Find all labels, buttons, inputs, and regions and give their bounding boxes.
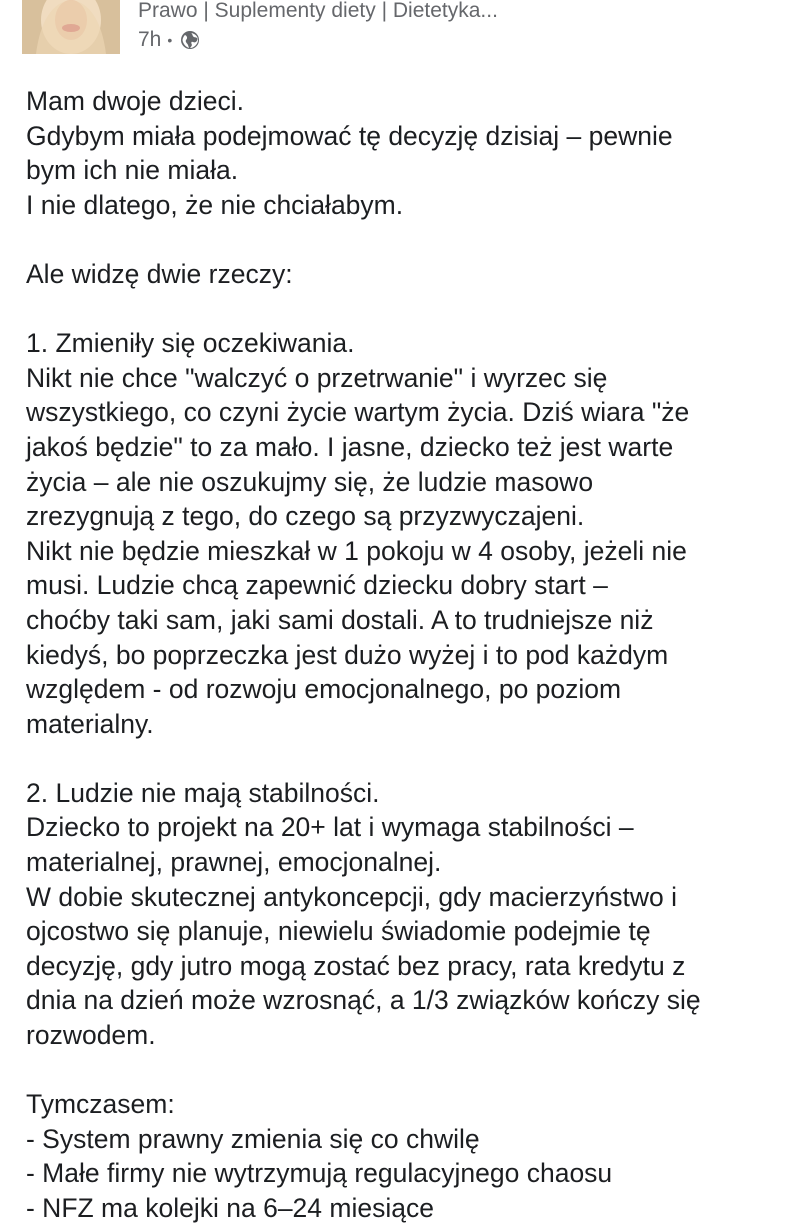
post-text xyxy=(26,84,786,1226)
paragraph-blank xyxy=(26,1053,786,1088)
paragraph-blank xyxy=(26,222,786,257)
paragraph-meanwhile: Tymczasem: - System prawny zmienia się co chwilę - Małe firmy nie wytrzymują regulacyjnego chaosu - NFZ ma kolejki na 6–24 miesiące xyxy=(26,1089,613,1223)
post-timestamp[interactable]: 7h xyxy=(138,28,162,51)
meta-separator: • xyxy=(167,32,173,48)
post-meta xyxy=(138,27,200,53)
avatar[interactable] xyxy=(22,0,120,54)
group-names[interactable]: Prawo | Suplementy diety | Dietetyka... xyxy=(138,0,498,22)
avatar-image xyxy=(22,0,120,54)
paragraph-two-things: Ale widzę dwie rzeczy: xyxy=(26,258,293,289)
post-header xyxy=(0,0,802,60)
paragraph-point-1: 1. Zmieniły się oczekiwania. Nikt nie chce "walczyć o przetrwanie" i wyrzec się wszystkiego, co czyni życie wartym życia. Dziś wiara "że jakoś będzie" to za mało. I jasne, dziecko też jest warte życia – ale nie oszukujmy się, że ludzie masowo zrezygnują z tego, do czego są przyzwyczajeni. Nikt nie będzie mieszkał w 1 pokoju w 4 osoby, jeżeli nie musi. Ludzie chcą zapewnić dziecku dobry start – choćby taki sam, jaki sami dostali. A to trudniejsze niż kiedyś, bo poprzeczka jest dużo wyżej i to pod każdym względem - od rozwoju emocjonalnego, po poziom materialny. xyxy=(26,328,690,739)
paragraph-blank xyxy=(26,741,786,776)
paragraph-intro: Mam dwoje dzieci. Gdybym miała podejmować tę decyzję dzisiaj – pewnie bym ich nie miała. I nie dlatego, że nie chciałabym. xyxy=(26,86,673,220)
globe-icon[interactable] xyxy=(180,30,200,50)
paragraph-blank xyxy=(26,292,786,327)
paragraph-point-2: 2. Ludzie nie mają stabilności. Dziecko to projekt na 20+ lat i wymaga stabilności – materialnej, prawnej, emocjonalnej. W dobie skutecznej antykoncepcji, gdy macierzyństwo i ojcostwo się planuje, niewielu świadomie podejmie tę decyzję, gdy jutro mogą zostać bez pracy, rata kredytu z dnia na dzień może wzrosnąć, a 1/3 związków kończy się rozwodem. xyxy=(26,777,701,1051)
